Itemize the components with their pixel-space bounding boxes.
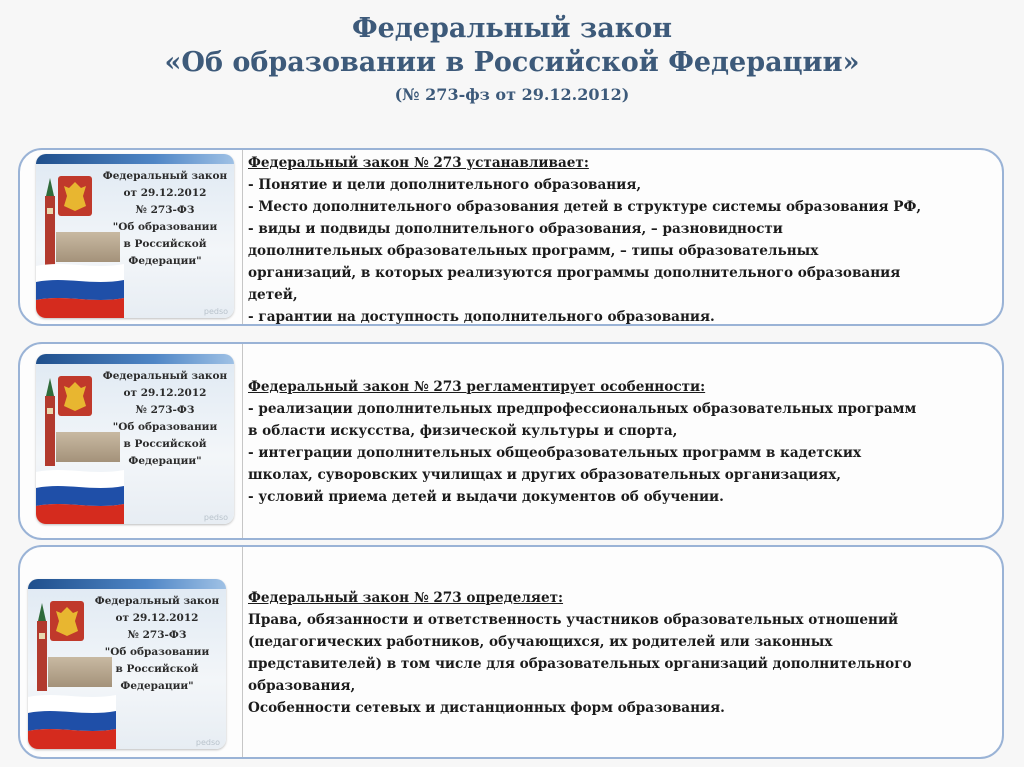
block-line: школах, суворовских училищах и других образовательных организациях,	[248, 467, 842, 483]
card-watermark: pedso	[203, 307, 228, 316]
coat-of-arms-icon	[58, 376, 92, 416]
block-line: - гарантии на доступность дополнительного образования.	[248, 309, 715, 325]
page-title-line1: Федеральный закон	[352, 13, 672, 44]
block-line: организаций, в которых реализуются программы дополнительного образования	[248, 265, 901, 281]
block-line: детей,	[248, 287, 298, 303]
law-block-establishes	[18, 148, 1004, 326]
card-top-bar	[36, 354, 234, 364]
block-line: - Место дополнительного образования детей в структуре системы образования РФ,	[248, 199, 922, 215]
block-divider	[242, 150, 243, 324]
block-line: дополнительных образовательных программ, – типы образовательных	[248, 243, 819, 259]
coat-of-arms-icon	[58, 176, 92, 216]
block-line: Особенности сетевых и дистанционных форм образования.	[248, 700, 725, 716]
card-watermark: pedso	[195, 738, 220, 747]
card-watermark: pedso	[203, 513, 228, 522]
block-line: - условий приема детей и выдачи документов об обучении.	[248, 489, 724, 505]
block-line: в области искусства, физической культуры и спорта,	[248, 423, 678, 439]
card-caption: Федеральный закон от 29.12.2012 № 273-ФЗ "Об образовании в Российской Федерации"	[94, 595, 220, 692]
law-block-defines	[18, 545, 1004, 759]
page-title-line2: «Об образовании в Российской Федерации»	[164, 47, 860, 78]
block-heading: Федеральный закон № 273 устанавливает:	[248, 155, 589, 171]
block-line: - Понятие и цели дополнительного образования,	[248, 177, 642, 193]
block-line: - реализации дополнительных предпрофессиональных образовательных программ	[248, 401, 917, 417]
block-line: (педагогических работников, обучающихся, их родителей или законных	[248, 634, 833, 650]
russian-flag-icon	[36, 466, 124, 524]
russian-flag-icon	[28, 691, 116, 749]
block-line: - виды и подвиды дополнительного образования, – разновидности	[248, 221, 783, 237]
law-block-regulates	[18, 342, 1004, 540]
card-caption: Федеральный закон от 29.12.2012 № 273-ФЗ "Об образовании в Российской Федерации"	[102, 370, 228, 467]
block-heading: Федеральный закон № 273 регламентирует особенности:	[248, 379, 706, 395]
block-divider	[242, 547, 243, 757]
block-divider	[242, 344, 243, 538]
card-top-bar	[36, 154, 234, 164]
block-line: Права, обязанности и ответственность участников образовательных отношений	[248, 612, 899, 628]
card-top-bar	[28, 579, 226, 589]
law-card-image	[36, 354, 234, 524]
block-text	[248, 376, 996, 508]
coat-of-arms-icon	[50, 601, 84, 641]
card-caption: Федеральный закон от 29.12.2012 № 273-ФЗ "Об образовании в Российской Федерации"	[102, 170, 228, 267]
law-card-image	[28, 579, 226, 749]
block-text	[248, 587, 996, 719]
block-line: - интеграции дополнительных общеобразовательных программ в кадетских	[248, 445, 862, 461]
page-header	[0, 12, 1024, 108]
block-line: образования,	[248, 678, 356, 694]
block-text	[248, 152, 996, 328]
page-subtitle: (№ 273-фз от 29.12.2012)	[394, 85, 630, 104]
block-heading: Федеральный закон № 273 определяет:	[248, 590, 564, 606]
block-line: представителей) в том числе для образовательных организаций дополнительного	[248, 656, 912, 672]
law-card-image	[36, 154, 234, 318]
